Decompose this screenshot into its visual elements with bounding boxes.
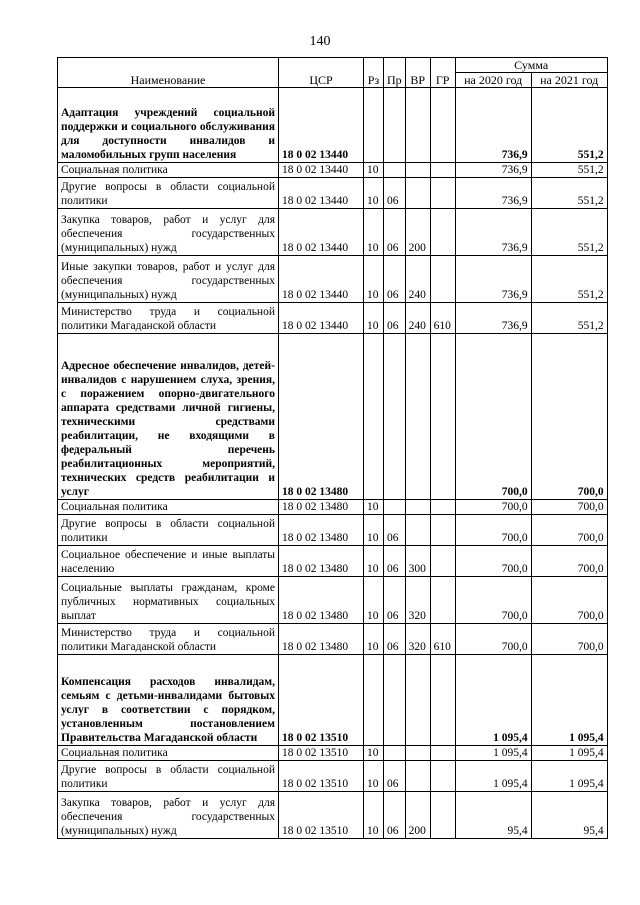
row-gr <box>430 209 455 256</box>
row-csr: 18 0 02 13510 <box>279 655 364 746</box>
row-pr <box>384 655 406 746</box>
row-csr: 18 0 02 13480 <box>279 624 364 655</box>
row-name: Адресное обеспечение инвалидов, детей-инвалидов с нарушением слуха, зрения, с поражением опорно-двигательного аппарата средствами личной гигиены, техническими средствами реабилитации, не входящими в федеральный перечень реабилитационных мероприятий, технических средств реабилитации и услуг <box>58 334 279 500</box>
row-csr: 18 0 02 13480 <box>279 500 364 515</box>
row-vr <box>405 746 430 761</box>
row-csr: 18 0 02 13440 <box>279 88 364 163</box>
header-rz: Рз <box>364 58 384 88</box>
row-rz: 10 <box>364 209 384 256</box>
row-sum-2020: 1 095,4 <box>455 655 531 746</box>
row-gr <box>430 163 455 178</box>
row-csr: 18 0 02 13440 <box>279 209 364 256</box>
header-year-2021: на 2021 год <box>531 73 607 88</box>
row-csr: 18 0 02 13480 <box>279 546 364 577</box>
table-row <box>58 178 608 209</box>
row-sum-2020: 736,9 <box>455 303 531 334</box>
row-gr <box>430 577 455 624</box>
row-sum-2021: 551,2 <box>531 256 607 303</box>
row-pr: 06 <box>384 577 406 624</box>
row-sum-2020: 736,9 <box>455 256 531 303</box>
row-name: Социальная политика <box>58 746 279 761</box>
table-row <box>58 209 608 256</box>
row-name: Другие вопросы в области социальной политики <box>58 761 279 792</box>
row-name: Социальные выплаты гражданам, кроме публичных нормативных социальных выплат <box>58 577 279 624</box>
row-rz: 10 <box>364 178 384 209</box>
row-csr: 18 0 02 13510 <box>279 792 364 839</box>
row-gr <box>430 256 455 303</box>
row-rz: 10 <box>364 577 384 624</box>
row-csr: 18 0 02 13480 <box>279 515 364 546</box>
row-pr <box>384 334 406 500</box>
row-csr: 18 0 02 13440 <box>279 178 364 209</box>
row-name: Закупка товаров, работ и услуг для обеспечения государственных (муниципальных) нужд <box>58 209 279 256</box>
row-vr: 240 <box>405 303 430 334</box>
row-gr <box>430 746 455 761</box>
row-sum-2021: 551,2 <box>531 209 607 256</box>
table-row <box>58 546 608 577</box>
row-pr: 06 <box>384 624 406 655</box>
row-sum-2021: 700,0 <box>531 577 607 624</box>
header-pr: Пр <box>384 58 406 88</box>
row-sum-2021: 95,4 <box>531 792 607 839</box>
row-gr <box>430 178 455 209</box>
row-rz: 10 <box>364 761 384 792</box>
row-gr <box>430 546 455 577</box>
row-sum-2021: 1 095,4 <box>531 746 607 761</box>
row-sum-2020: 700,0 <box>455 624 531 655</box>
row-csr: 18 0 02 13480 <box>279 334 364 500</box>
row-gr <box>430 515 455 546</box>
row-sum-2020: 95,4 <box>455 792 531 839</box>
row-vr <box>405 163 430 178</box>
header-vr: ВР <box>405 58 430 88</box>
row-gr <box>430 334 455 500</box>
header-gr: ГР <box>430 58 455 88</box>
row-vr <box>405 761 430 792</box>
row-csr: 18 0 02 13440 <box>279 163 364 178</box>
row-vr: 240 <box>405 256 430 303</box>
row-sum-2021: 700,0 <box>531 334 607 500</box>
row-pr: 06 <box>384 792 406 839</box>
table-row <box>58 303 608 334</box>
row-vr: 200 <box>405 792 430 839</box>
row-gr <box>430 792 455 839</box>
row-gr: 610 <box>430 303 455 334</box>
row-gr <box>430 88 455 163</box>
row-pr <box>384 500 406 515</box>
table-row <box>58 624 608 655</box>
row-sum-2020: 736,9 <box>455 178 531 209</box>
row-rz <box>364 88 384 163</box>
row-vr <box>405 88 430 163</box>
table-row <box>58 761 608 792</box>
row-sum-2021: 700,0 <box>531 515 607 546</box>
row-pr <box>384 163 406 178</box>
row-sum-2020: 700,0 <box>455 500 531 515</box>
row-sum-2020: 1 095,4 <box>455 746 531 761</box>
table-row <box>58 163 608 178</box>
row-name: Другие вопросы в области социальной политики <box>58 178 279 209</box>
page-number: 140 <box>309 34 331 49</box>
row-gr <box>430 655 455 746</box>
row-rz: 10 <box>364 515 384 546</box>
row-rz <box>364 334 384 500</box>
row-pr: 06 <box>384 515 406 546</box>
row-rz: 10 <box>364 256 384 303</box>
row-pr: 06 <box>384 256 406 303</box>
row-pr: 06 <box>384 209 406 256</box>
row-name: Закупка товаров, работ и услуг для обеспечения государственных (муниципальных) нужд <box>58 792 279 839</box>
row-sum-2021: 551,2 <box>531 178 607 209</box>
row-gr <box>430 761 455 792</box>
row-vr <box>405 500 430 515</box>
row-sum-2020: 736,9 <box>455 209 531 256</box>
row-csr: 18 0 02 13480 <box>279 577 364 624</box>
row-rz: 10 <box>364 546 384 577</box>
table-row <box>58 88 608 163</box>
row-name: Адаптация учреждений социальной поддержки и социального обслуживания для доступности инвалидов и маломобильных групп населения <box>58 88 279 163</box>
row-vr: 300 <box>405 546 430 577</box>
table-row <box>58 334 608 500</box>
row-rz: 10 <box>364 792 384 839</box>
row-rz: 10 <box>364 303 384 334</box>
row-pr <box>384 88 406 163</box>
row-csr: 18 0 02 13510 <box>279 761 364 792</box>
table-row <box>58 577 608 624</box>
row-gr: 610 <box>430 624 455 655</box>
row-vr <box>405 334 430 500</box>
row-rz <box>364 655 384 746</box>
row-name: Министерство труда и социальной политики Магаданской области <box>58 303 279 334</box>
row-name: Социальное обеспечение и иные выплаты населению <box>58 546 279 577</box>
row-sum-2021: 551,2 <box>531 303 607 334</box>
row-pr: 06 <box>384 303 406 334</box>
row-sum-2021: 551,2 <box>531 163 607 178</box>
row-sum-2021: 700,0 <box>531 500 607 515</box>
row-sum-2020: 700,0 <box>455 515 531 546</box>
row-vr: 320 <box>405 624 430 655</box>
row-rz: 10 <box>364 500 384 515</box>
row-sum-2021: 1 095,4 <box>531 761 607 792</box>
header-sum: Сумма <box>455 58 607 73</box>
row-vr <box>405 178 430 209</box>
row-rz: 10 <box>364 163 384 178</box>
row-rz: 10 <box>364 624 384 655</box>
row-pr: 06 <box>384 546 406 577</box>
row-sum-2020: 736,9 <box>455 163 531 178</box>
row-sum-2021: 700,0 <box>531 546 607 577</box>
row-name: Министерство труда и социальной политики Магаданской области <box>58 624 279 655</box>
row-pr: 06 <box>384 178 406 209</box>
row-name: Социальная политика <box>58 500 279 515</box>
table-row <box>58 515 608 546</box>
row-vr: 200 <box>405 209 430 256</box>
row-vr: 320 <box>405 577 430 624</box>
row-vr <box>405 655 430 746</box>
row-sum-2021: 551,2 <box>531 88 607 163</box>
row-sum-2021: 700,0 <box>531 624 607 655</box>
row-rz: 10 <box>364 746 384 761</box>
row-sum-2020: 700,0 <box>455 334 531 500</box>
row-pr: 06 <box>384 761 406 792</box>
table-row <box>58 792 608 839</box>
row-sum-2020: 700,0 <box>455 577 531 624</box>
row-csr: 18 0 02 13510 <box>279 746 364 761</box>
row-gr <box>430 500 455 515</box>
row-name: Иные закупки товаров, работ и услуг для обеспечения государственных (муниципальных) нужд <box>58 256 279 303</box>
table-row <box>58 500 608 515</box>
header-csr: ЦСР <box>279 58 364 88</box>
row-sum-2021: 1 095,4 <box>531 655 607 746</box>
row-name: Компенсация расходов инвалидам, семьям с детьми-инвалидами бытовых услуг в соответствии с порядком, установленным постановлением Правительства Магаданской области <box>58 655 279 746</box>
row-sum-2020: 1 095,4 <box>455 761 531 792</box>
row-sum-2020: 700,0 <box>455 546 531 577</box>
budget-table <box>57 57 608 839</box>
table-row <box>58 655 608 746</box>
header-name: Наименование <box>58 58 279 88</box>
header-year-2020: на 2020 год <box>455 73 531 88</box>
row-csr: 18 0 02 13440 <box>279 256 364 303</box>
row-csr: 18 0 02 13440 <box>279 303 364 334</box>
table-row <box>58 256 608 303</box>
row-sum-2020: 736,9 <box>455 88 531 163</box>
row-pr <box>384 746 406 761</box>
row-name: Социальная политика <box>58 163 279 178</box>
table-row <box>58 746 608 761</box>
row-vr <box>405 515 430 546</box>
row-name: Другие вопросы в области социальной политики <box>58 515 279 546</box>
